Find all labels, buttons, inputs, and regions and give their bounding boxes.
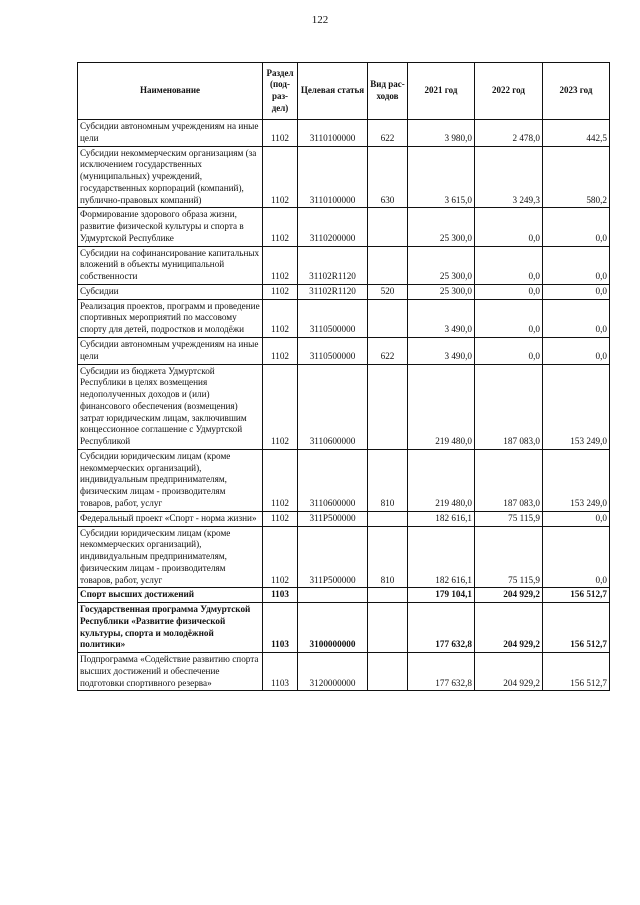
cell-2023: 580,2 [543,146,610,208]
cell-name: Субсидии юридическим лицам (кроме некоммерческих организаций), индивидуальным предпринимателям, физическим лицам - производителям товаров, работ, услуг [78,449,263,511]
cell-2023: 156 512,7 [543,603,610,653]
table-row [78,588,610,603]
table-row [78,364,610,449]
cell-2021: 25 300,0 [408,208,475,246]
cell-expense-type: 810 [368,526,408,588]
cell-expense-type [368,511,408,526]
cell-target: 311P500000 [298,526,368,588]
cell-2023: 153 249,0 [543,364,610,449]
cell-name: Субсидии из бюджета Удмуртской Республики в целях возмещения недополученных доходов и (или) финансового обеспечения (возмещения) затрат юридическим лицам, заключившим концессионное соглашение с Удмуртской Республикой [78,364,263,449]
cell-2022: 187 083,0 [475,364,543,449]
table-row [78,299,610,337]
cell-name: Государственная программа Удмуртской Республики «Развитие физической культуры, спорта и молодёжной политики» [78,603,263,653]
cell-target: 3110500000 [298,338,368,365]
table-row [78,603,610,653]
cell-expense-type [368,588,408,603]
cell-2021: 3 615,0 [408,146,475,208]
cell-2021: 219 480,0 [408,364,475,449]
cell-section: 1102 [263,208,298,246]
cell-2022: 204 929,2 [475,653,543,691]
cell-target: 3110600000 [298,364,368,449]
cell-2023: 0,0 [543,246,610,284]
cell-name: Субсидии некоммерческим организациям (за исключением государственных (муниципальных) учреждений, государственных корпораций (компаний), публично-правовых компаний) [78,146,263,208]
cell-expense-type [368,299,408,337]
header-expense-type: Вид рас-ходов [368,63,408,120]
cell-2022: 0,0 [475,246,543,284]
cell-2023: 156 512,7 [543,653,610,691]
header-target: Целевая статья [298,63,368,120]
cell-2022: 3 249,3 [475,146,543,208]
header-2022: 2022 год [475,63,543,120]
cell-name: Федеральный проект «Спорт - норма жизни» [78,511,263,526]
cell-2022: 0,0 [475,338,543,365]
cell-2022: 0,0 [475,208,543,246]
header-section: Раздел (под-раз-дел) [263,63,298,120]
cell-2023: 0,0 [543,338,610,365]
cell-expense-type: 622 [368,338,408,365]
cell-name: Субсидии автономным учреждениям на иные цели [78,120,263,147]
table-row [78,338,610,365]
cell-expense-type [368,208,408,246]
cell-name: Субсидии автономным учреждениям на иные цели [78,338,263,365]
cell-2021: 179 104,1 [408,588,475,603]
cell-target [298,588,368,603]
cell-expense-type: 630 [368,146,408,208]
cell-section: 1102 [263,146,298,208]
cell-section: 1102 [263,511,298,526]
cell-expense-type: 810 [368,449,408,511]
cell-2021: 25 300,0 [408,246,475,284]
cell-target: 31102R1120 [298,284,368,299]
cell-name: Спорт высших достижений [78,588,263,603]
cell-section: 1102 [263,246,298,284]
cell-name: Субсидии юридическим лицам (кроме некоммерческих организаций), индивидуальным предпринимателям, физическим лицам - производителям товаров, работ, услуг [78,526,263,588]
cell-target: 3110100000 [298,146,368,208]
cell-2023: 0,0 [543,526,610,588]
cell-target: 3120000000 [298,653,368,691]
cell-2022: 75 115,9 [475,511,543,526]
cell-2023: 153 249,0 [543,449,610,511]
cell-name: Субсидии [78,284,263,299]
cell-target: 311P500000 [298,511,368,526]
cell-2023: 0,0 [543,208,610,246]
cell-section: 1103 [263,653,298,691]
cell-section: 1103 [263,588,298,603]
cell-name: Субсидии на софинансирование капитальных вложений в объекты муниципальной собственности [78,246,263,284]
table-row [78,511,610,526]
cell-2023: 442,5 [543,120,610,147]
header-2021: 2021 год [408,63,475,120]
cell-section: 1102 [263,526,298,588]
table-row [78,120,610,147]
cell-section: 1102 [263,284,298,299]
cell-section: 1102 [263,364,298,449]
cell-expense-type [368,364,408,449]
cell-2022: 187 083,0 [475,449,543,511]
cell-target: 3100000000 [298,603,368,653]
table-row [78,208,610,246]
cell-expense-type [368,246,408,284]
cell-target: 3110600000 [298,449,368,511]
cell-name: Подпрограмма «Содействие развитию спорта высших достижений и обеспечение подготовки спортивного резерва» [78,653,263,691]
table-row [78,449,610,511]
cell-expense-type [368,653,408,691]
budget-table [77,62,610,691]
cell-2021: 3 490,0 [408,338,475,365]
cell-section: 1102 [263,449,298,511]
table-body [78,120,610,691]
cell-expense-type [368,603,408,653]
cell-2023: 156 512,7 [543,588,610,603]
cell-target: 3110100000 [298,120,368,147]
cell-section: 1103 [263,603,298,653]
cell-2021: 3 490,0 [408,299,475,337]
header-row [78,63,610,120]
cell-2022: 2 478,0 [475,120,543,147]
cell-2023: 0,0 [543,284,610,299]
table-row [78,526,610,588]
cell-2021: 3 980,0 [408,120,475,147]
cell-expense-type: 622 [368,120,408,147]
cell-name: Формирование здорового образа жизни, развитие физической культуры и спорта в Удмуртской Республике [78,208,263,246]
cell-2021: 177 632,8 [408,653,475,691]
cell-target: 3110200000 [298,208,368,246]
cell-2022: 0,0 [475,284,543,299]
page-number: 122 [311,14,329,26]
header-2023: 2023 год [543,63,610,120]
table-row [78,146,610,208]
cell-2022: 204 929,2 [475,588,543,603]
cell-2021: 219 480,0 [408,449,475,511]
cell-2023: 0,0 [543,511,610,526]
cell-target: 3110500000 [298,299,368,337]
cell-section: 1102 [263,338,298,365]
table-row [78,284,610,299]
cell-2021: 182 616,1 [408,526,475,588]
cell-2021: 182 616,1 [408,511,475,526]
cell-expense-type: 520 [368,284,408,299]
cell-2022: 0,0 [475,299,543,337]
cell-2022: 75 115,9 [475,526,543,588]
cell-2021: 25 300,0 [408,284,475,299]
cell-2021: 177 632,8 [408,603,475,653]
table-row [78,653,610,691]
cell-2023: 0,0 [543,299,610,337]
cell-name: Реализация проектов, программ и проведение спортивных мероприятий по массовому спорту для детей, подростков и молодёжи [78,299,263,337]
cell-section: 1102 [263,299,298,337]
header-name: Наименование [78,63,263,120]
table-row [78,246,610,284]
cell-target: 31102R1120 [298,246,368,284]
cell-section: 1102 [263,120,298,147]
cell-2022: 204 929,2 [475,603,543,653]
